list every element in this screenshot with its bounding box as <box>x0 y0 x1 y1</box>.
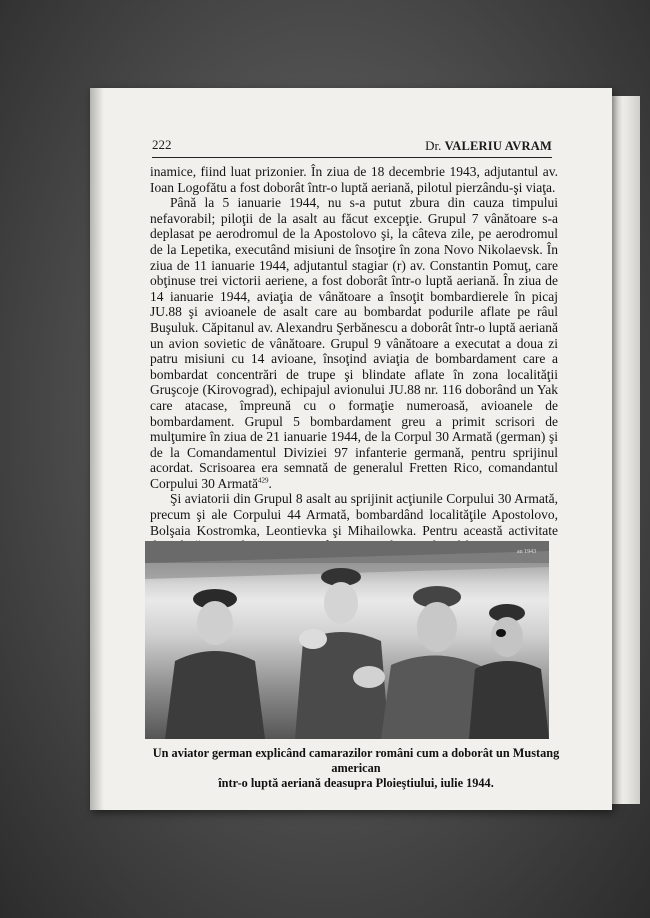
face-right <box>491 617 523 657</box>
face-left <box>197 601 233 645</box>
paragraph <box>150 164 558 195</box>
hand-clapping <box>299 629 327 649</box>
uniform-left <box>165 651 265 739</box>
gutter-shadow <box>90 88 104 810</box>
photo-caption <box>150 746 562 791</box>
eye-patch <box>496 629 506 637</box>
author-name: VALERIU AVRAM <box>444 139 552 153</box>
running-header <box>152 135 552 158</box>
photo-stamp: au 1943 <box>517 549 537 555</box>
face-middle <box>324 582 358 624</box>
historical-photo <box>145 541 549 739</box>
running-author <box>425 138 552 154</box>
author-prefix: Dr. <box>425 138 442 153</box>
paragraph-text: Până la 5 ianuarie 1944, nu s-a putut zbura din cauza timpului nefavorabil; piloţii de la asalt au făcut excepţie. Grupul 7 vânătoare s-a deplasat pe aerodromul de la Apostolovo şi, la câteva zile, pe aerodromul de la Lepetika, executând misiuni de însoţire în zona Novo Nikolaevsk. În ziua de 11 ianuarie 1944, adjutantul stagiar (r) av. Constantin Pomuţ, care obţinuse trei victorii aeriene, a fost doborât într-o luptă aeriană. În ziua de 14 ianuarie 1944, aviaţia de vânătoare a însoţit bombardierele în picaj JU.88 şi avioanele de asalt care au bombardat podurile aflate pe râul Buşuluk. Căpitanul av. Alexandru Şerbănescu a doborât într-o luptă aeriană un avion sovietic de vânătoare. Grupul 9 vânătoare a executat a doua zi patru misiuni cu 14 avioane, însoţind aviaţia de bombardament care a bombardat concentrări de trupe şi blindate aflate în zona localităţii Gruşcoje (Kirovograd), echipajul avionului JU.88 nr. 116 doborând un Yak care atacase, împreună cu o formaţie numeroasă, avioanele de bombardament. Grupul 5 bombardament greu a primit scrisori de mulţumire în ziua de 21 ianuarie 1944, de la Corpul 30 Armată (german) şi de la Comandamentul Diviziei 97 infanterie germană, pentru sprijinul acordat. Scrisoarea era semnată de generalul Fretten Rico, comandantul Corpului 30 Armată <box>150 195 558 491</box>
photo-illustration <box>145 541 549 739</box>
face-german <box>417 602 457 652</box>
hand-gesturing <box>353 666 385 688</box>
caption-line-2: într-o luptă aeriană deasupra Ploieştiului, iulie 1944. <box>218 776 494 790</box>
page-number: 222 <box>152 137 172 152</box>
body-text <box>150 164 558 554</box>
caption-line-1: Un aviator german explicând camarazilor români cum a doborât un Mustang american <box>152 746 560 775</box>
footnote-ref: 429 <box>258 476 269 485</box>
adjacent-page-edge <box>612 96 640 804</box>
paragraph-text: inamice, fiind luat prizonier. În ziua de 18 decembrie 1943, adjutantul av. Ioan Logofătu a fost doborât într-o luptă aeriană, pilotul pierzându-şi viaţa. <box>150 164 558 195</box>
uniform-right <box>469 661 549 739</box>
paragraph <box>150 195 558 491</box>
paragraph-text: . <box>268 475 272 491</box>
paragraph-text: Şi aviatorii din Grupul 8 asalt au sprijinit acţiunile Corpului 30 Armată, precum şi ale Corpului 44 Armată, bombardând localităţile Apostolovo, Bolşaia Kostromka, Leontievka şi Mihailowka. Pentru această activitate <box>150 491 558 538</box>
